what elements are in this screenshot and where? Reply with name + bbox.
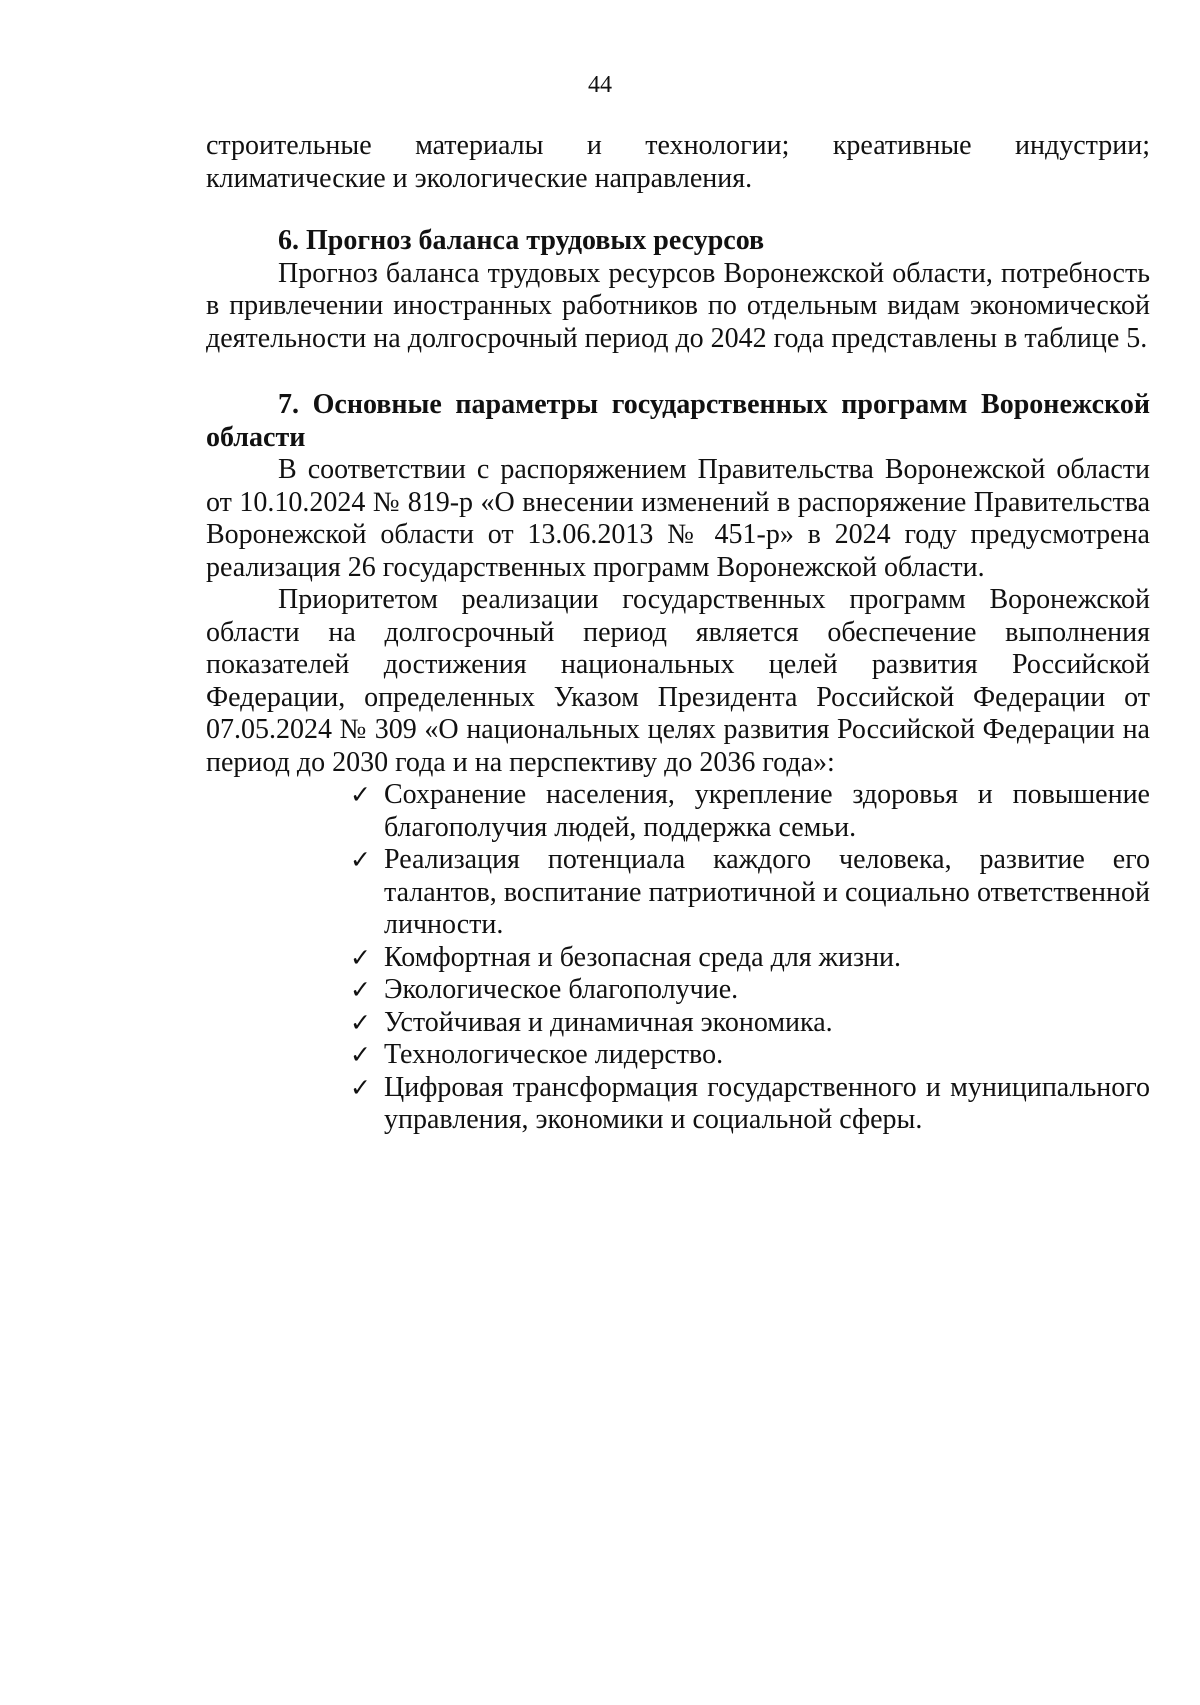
list-item-text: Сохранение населения, укрепление здоровья и повышение благополучия людей, поддержка семьи. [384, 779, 1150, 843]
list-item [350, 942, 1150, 975]
list-item-text: Устойчивая и динамичная экономика. [384, 1006, 833, 1038]
section-7-paragraph-1: В соответствии с распоряжением Правительства Воронежской области от 10.10.2024 № 819-р «О внесении изменений в распоряжение Правительства Воронежской области от 13.06.2013 № 451-р» в 2024 году предусмотрена реализация 26 государственных программ Воронежской области. [206, 454, 1150, 583]
checkmark-icon: ✓ [350, 780, 371, 809]
list-item-text: Цифровая трансформация государственного и муниципального управления, экономики и социальной сферы. [384, 1071, 1150, 1135]
list-item [350, 844, 1150, 942]
page-content [206, 130, 1150, 1137]
list-item-text: Комфортная и безопасная среда для жизни. [384, 941, 902, 973]
list-item [350, 1007, 1150, 1040]
section-7-paragraph-2: Приоритетом реализации государственных программ Воронежской области на долгосрочный период является обеспечение выполнения показателей достижения национальных целей развития Российской Федерации, определенных Указом Президента Российской Федерации от 07.05.2024 № 309 «О национальных целях развития Российской Федерации на период до 2030 года и на перспективу до 2036 года»: [206, 584, 1150, 778]
intro-paragraph: строительные материалы и технологии; креативные индустрии; климатические и экологические направления. [206, 130, 1150, 194]
checkmark-icon: ✓ [350, 845, 371, 874]
national-goals-list [206, 779, 1150, 1137]
list-item-text: Экологическое благополучие. [384, 974, 739, 1005]
page-number: 44 [588, 72, 612, 98]
checkmark-icon: ✓ [350, 975, 371, 1004]
checkmark-icon: ✓ [350, 1072, 371, 1102]
section-6-heading: 6. Прогноз баланса трудовых ресурсов [278, 225, 765, 256]
checkmark-icon: ✓ [350, 1007, 371, 1037]
section-6-paragraph: Прогноз баланса трудовых ресурсов Воронежской области, потребность в привлечении иностранных работников по отдельным видам экономической деятельности на долгосрочный период до 2042 года представлены в таблице 5. [206, 257, 1150, 354]
list-item-text: Реализация потенциала каждого человека, развитие его талантов, воспитание патриотичной и социально ответственной личности. [384, 844, 1150, 940]
list-item [350, 1039, 1150, 1072]
list-item-text: Технологическое лидерство. [384, 1039, 724, 1070]
checkmark-icon: ✓ [350, 1040, 371, 1069]
list-item [350, 779, 1150, 844]
section-7-heading: 7. Основные параметры государственных программ Воронежской области [206, 389, 1150, 453]
checkmark-icon: ✓ [350, 942, 371, 972]
list-item [350, 1072, 1150, 1137]
list-item [350, 974, 1150, 1007]
